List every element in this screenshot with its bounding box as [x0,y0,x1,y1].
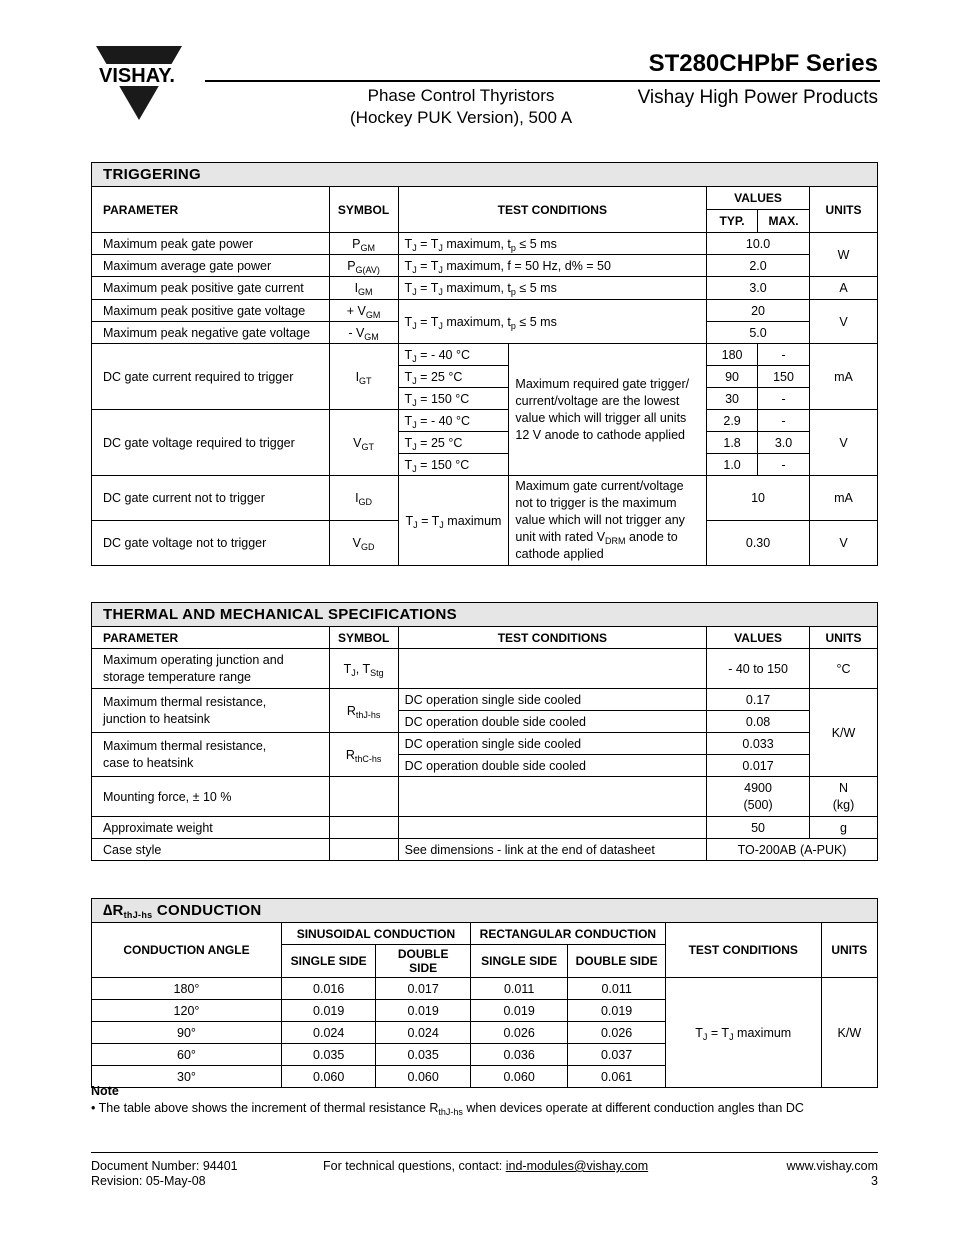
value-cell: 0.035 [281,1044,375,1066]
angle-cell: 60° [92,1044,282,1066]
thermal-table [91,602,878,861]
header-typ: TYP. [707,210,758,233]
value-cell: 0.011 [568,978,665,1000]
value-cell: 0.019 [568,1000,665,1022]
product-subtitle: Phase Control Thyristors (Hockey PUK Version), 500 A [350,86,573,127]
trigger-note-cell: Maximum required gate trigger/ current/voltage are the lowest value which will trigger all units 12 V anode to cathode applied [509,344,707,476]
unit-cell: mA [810,476,878,521]
condition-cell: $T_J$ = - 40 °C [398,344,509,366]
param-cell: Maximum thermal resistance, junction to heatsink [92,689,330,733]
value-cell: 0.036 [470,1044,567,1066]
angle-cell: 30° [92,1066,282,1088]
footer-contact: For technical questions, contact: ind-modules@vishay.com [323,1159,649,1173]
param-cell: DC gate current required to trigger [92,344,330,410]
value-cell: 0.035 [376,1044,470,1066]
typ-cell: 30 [707,388,758,410]
param-cell: Approximate weight [92,817,330,839]
param-cell: DC gate voltage not to trigger [92,521,330,566]
symbol-cell: - $V_{GM}$ [329,322,398,344]
value-cell: 0.30 [707,521,810,566]
param-cell: Case style [92,839,330,861]
unit-cell: °C [810,649,878,689]
table-row [92,978,878,1000]
unit-cell: V [810,410,878,476]
value-cell: 0.037 [568,1044,665,1066]
value-cell: 0.017 [707,755,810,777]
header-sinusoidal: SINUSOIDAL CONDUCTION [281,923,470,945]
param-cell: Maximum average gate power [92,255,330,277]
value-cell: 20 [707,300,810,322]
condition-cell: $T_J = 25$ °C [398,432,509,454]
unit-cell: g [810,817,878,839]
value-cell: 5.0 [707,322,810,344]
page-number: 3 [871,1174,878,1188]
symbol-cell: $P_{GM}$ [329,233,398,255]
value-cell: 0.017 [376,978,470,1000]
value-cell: TO-200AB (A-PUK) [707,839,878,861]
condition-cell: $T_J$ = - 40 °C [398,410,509,432]
unit-cell: K/W [821,978,877,1088]
condition-cell: $T_J = T_J$ maximum, $t_p \le 5$ ms [398,277,707,300]
condition-cell: See dimensions - link at the end of datasheet [398,839,706,861]
header-units: UNITS [810,627,878,649]
symbol-cell: $V_{GD}$ [329,521,398,566]
unit-cell: W [810,233,878,277]
max-cell: 3.0 [758,432,810,454]
symbol-cell: $P_{G(AV)}$ [329,255,398,277]
unit-cell: V [810,521,878,566]
footer-document-info [91,1159,238,1189]
value-cell: 0.061 [568,1066,665,1088]
max-cell: 150 [758,366,810,388]
unit-cell: V [810,300,878,344]
value-cell: 10 [707,476,810,521]
symbol-cell: $I_{GT}$ [329,344,398,410]
note-label: Note [91,1084,119,1098]
typ-cell: 2.9 [707,410,758,432]
header-single-side: SINGLE SIDE [470,945,567,978]
typ-cell: 1.8 [707,432,758,454]
typ-cell: 1.0 [707,454,758,476]
brand-line: Vishay High Power Products [637,87,878,108]
symbol-cell [329,777,398,817]
symbol-cell: $I_{GD}$ [329,476,398,521]
value-cell: 0.019 [376,1000,470,1022]
header-symbol: SYMBOL [329,627,398,649]
header-rectangular: RECTANGULAR CONDUCTION [470,923,665,945]
symbol-cell [329,817,398,839]
unit-cell: K/W [810,689,878,777]
series-title: ST280CHPbF Series [648,50,878,77]
condition-cell: $T_J = 150$ °C [398,388,509,410]
header-symbol: SYMBOL [329,187,398,233]
param-cell: DC gate voltage required to trigger [92,410,330,476]
value-cell: 0.024 [376,1022,470,1044]
condition-cell: $T_J = T_J$ maximum [398,476,509,566]
header-units: UNITS [821,923,877,978]
param-cell: Maximum peak gate power [92,233,330,255]
header-double-side: DOUBLE SIDE [376,945,470,978]
header-parameter: PARAMETER [92,187,330,233]
typ-cell: 180 [707,344,758,366]
param-cell: Maximum peak positive gate voltage [92,300,330,322]
value-cell: 0.016 [281,978,375,1000]
condition-cell: DC operation double side cooled [398,711,706,733]
param-cell: Mounting force, ± 10 % [92,777,330,817]
condition-cell: $T_J = T_J$ maximum, $t_p \le 5$ ms [398,300,707,344]
value-cell: 10.0 [707,233,810,255]
header-single-side: SINGLE SIDE [281,945,375,978]
unit-cell: A [810,277,878,300]
max-cell: - [758,454,810,476]
condition-cell [398,777,706,817]
value-cell: 3.0 [707,277,810,300]
value-cell: 4900 (500) [707,777,810,817]
header-double-side: DOUBLE SIDE [568,945,665,978]
max-cell: - [758,410,810,432]
typ-cell: 90 [707,366,758,388]
value-cell: 0.026 [470,1022,567,1044]
value-cell: 0.033 [707,733,810,755]
triggering-title: TRIGGERING [92,163,878,187]
condition-cell [398,817,706,839]
max-cell: - [758,344,810,366]
symbol-cell: $V_{GT}$ [329,410,398,476]
header-angle: CONDUCTION ANGLE [92,923,282,978]
condition-cell: DC operation single side cooled [398,733,706,755]
note-text: • The table above shows the increment of thermal resistance $R_{thJ-hs}$ when devices operate at different conduction angles than DC [91,1101,804,1117]
value-cell: 0.026 [568,1022,665,1044]
angle-cell: 180° [92,978,282,1000]
svg-text:VISHAY.: VISHAY. [99,65,175,87]
value-cell: 0.011 [470,978,567,1000]
value-cell: 0.17 [707,689,810,711]
website-link[interactable]: www.vishay.com [786,1159,878,1173]
symbol-cell: $T_J$, $T_{Stg}$ [329,649,398,689]
symbol-cell: $R_{thC-hs}$ [329,733,398,777]
vishay-logo [90,44,185,122]
header-rule [205,80,880,82]
value-cell: 0.060 [281,1066,375,1088]
param-cell: Maximum thermal resistance, case to heatsink [92,733,330,777]
conduction-title: $\Delta R_{thJ-hs}$ CONDUCTION [92,899,878,923]
value-cell: 50 [707,817,810,839]
header-parameter: PARAMETER [92,627,330,649]
param-cell: Maximum operating junction and storage temperature range [92,649,330,689]
header-values: VALUES [707,627,810,649]
condition-cell: $T_J = 150$ °C [398,454,509,476]
conduction-table [91,898,878,1088]
footer-site-info [787,1159,878,1189]
header-test-conditions: TEST CONDITIONS [665,923,821,978]
contact-email-link[interactable]: ind-modules@vishay.com [505,1159,649,1173]
document-number: Document Number: 94401 [91,1159,238,1173]
angle-cell: 90° [92,1022,282,1044]
unit-cell: N (kg) [810,777,878,817]
value-cell: 0.08 [707,711,810,733]
thermal-title: THERMAL AND MECHANICAL SPECIFICATIONS [92,603,878,627]
param-cell: Maximum peak positive gate current [92,277,330,300]
condition-cell: $T_J = T_J$ maximum, f = 50 Hz, d% = 50 [398,255,707,277]
header-units: UNITS [810,187,878,233]
revision: Revision: 05-May-08 [91,1174,206,1188]
triggering-table [91,162,878,566]
condition-cell: $T_J = 25$ °C [398,366,509,388]
value-cell: 0.060 [376,1066,470,1088]
header-test-conditions: TEST CONDITIONS [398,187,707,233]
header-test-conditions: TEST CONDITIONS [398,627,706,649]
condition-cell: $T_J = T_J$ maximum [665,978,821,1088]
condition-cell: $T_J = T_J$ maximum, $t_p \le 5$ ms [398,233,707,255]
value-cell: - 40 to 150 [707,649,810,689]
symbol-cell [329,839,398,861]
symbol-cell: $R_{thJ-hs}$ [329,689,398,733]
value-cell: 0.019 [470,1000,567,1022]
symbol-cell: + $V_{GM}$ [329,300,398,322]
nontrigger-note-cell: Maximum gate current/voltage not to trigger is the maximum value which will not trigger any unit with rated $V_{DRM}$ anode to cathode applied [509,476,707,566]
param-cell: Maximum peak negative gate voltage [92,322,330,344]
condition-cell: DC operation double side cooled [398,755,706,777]
value-cell: 0.024 [281,1022,375,1044]
symbol-cell: $I_{GM}$ [329,277,398,300]
max-cell: - [758,388,810,410]
value-cell: 0.060 [470,1066,567,1088]
value-cell: 2.0 [707,255,810,277]
unit-cell: mA [810,344,878,410]
value-cell: 0.019 [281,1000,375,1022]
condition-cell: DC operation single side cooled [398,689,706,711]
angle-cell: 120° [92,1000,282,1022]
footer-rule [91,1152,878,1153]
header-max: MAX. [758,210,810,233]
header-values: VALUES [707,187,810,210]
param-cell: DC gate current not to trigger [92,476,330,521]
condition-cell [398,649,706,689]
